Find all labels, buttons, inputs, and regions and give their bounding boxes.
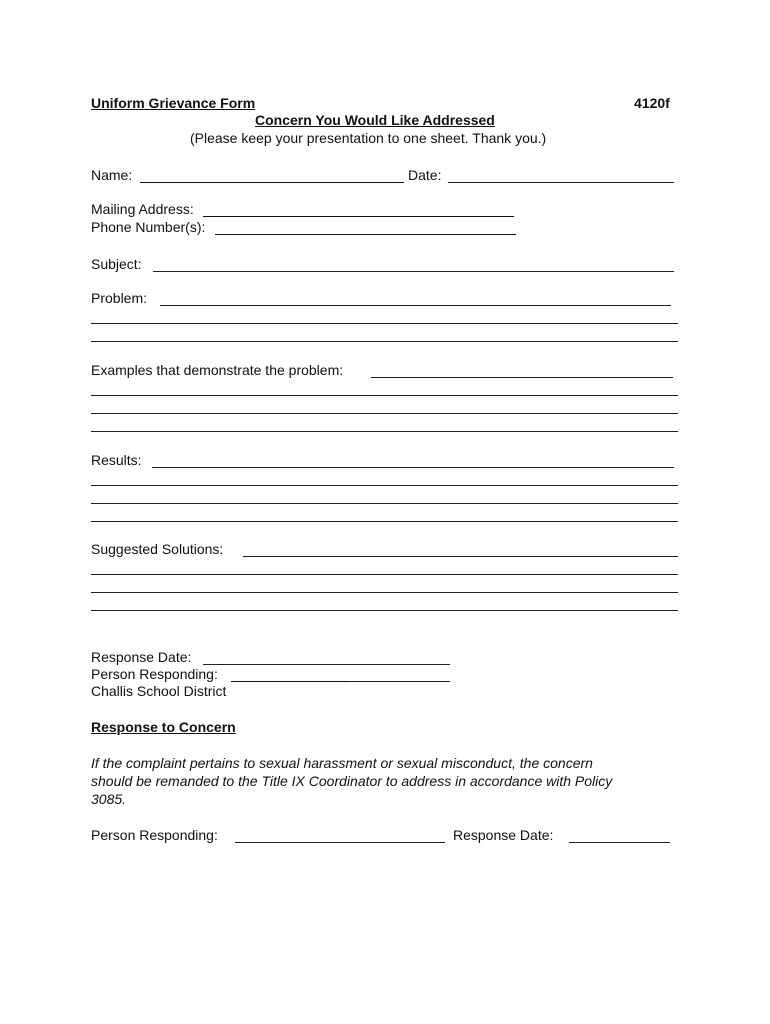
suggested-solutions-field-line-3[interactable] [91, 592, 678, 593]
suggested-solutions-field-line-4[interactable] [91, 610, 678, 611]
examples-label: Examples that demonstrate the problem: [91, 362, 344, 378]
form-instruction: (Please keep your presentation to one sheet. Thank you.) [190, 130, 547, 146]
results-field-line-2[interactable] [91, 485, 678, 486]
subject-field[interactable] [153, 271, 674, 272]
response-date-label: Response Date: [91, 649, 192, 665]
problem-label: Problem: [91, 290, 148, 306]
title-ix-note-line-2: should be remanded to the Title IX Coordinator to address in accordance with Policy [91, 773, 613, 789]
suggested-solutions-field-line-2[interactable] [91, 574, 678, 575]
final-response-date-label: Response Date: [453, 827, 554, 843]
problem-field-line-3[interactable] [91, 341, 678, 342]
name-field[interactable] [140, 182, 404, 183]
response-to-concern-heading: Response to Concern [91, 719, 236, 735]
suggested-solutions-field-line-1[interactable] [243, 556, 678, 557]
examples-field-line-1[interactable] [371, 377, 673, 378]
person-responding-field-part-2[interactable] [349, 681, 450, 682]
phone-label: Phone Number(s): [91, 219, 206, 235]
final-person-responding-field[interactable] [235, 842, 445, 843]
form-subtitle: Concern You Would Like Addressed [255, 112, 495, 128]
examples-field-line-2[interactable] [91, 395, 678, 396]
person-responding-field-part-1[interactable] [231, 681, 349, 682]
results-field-line-4[interactable] [91, 521, 678, 522]
final-response-date-field[interactable] [569, 842, 670, 843]
district-name: Challis School District [91, 683, 227, 699]
suggested-solutions-label: Suggested Solutions: [91, 541, 224, 557]
person-responding-label: Person Responding: [91, 666, 218, 682]
results-field-line-3[interactable] [91, 503, 678, 504]
title-ix-note-line-1: If the complaint pertains to sexual harassment or sexual misconduct, the concern [91, 755, 593, 771]
results-field-line-1[interactable] [152, 467, 674, 468]
problem-field-line-2[interactable] [91, 323, 678, 324]
results-label: Results: [91, 452, 142, 468]
subject-label: Subject: [91, 256, 142, 272]
date-field[interactable] [448, 182, 674, 183]
date-label: Date: [408, 167, 442, 183]
mailing-address-label: Mailing Address: [91, 201, 194, 217]
examples-field-line-4[interactable] [91, 431, 678, 432]
name-label: Name: [91, 167, 133, 183]
form-title: Uniform Grievance Form [91, 95, 256, 111]
form-code: 4120f [634, 95, 670, 111]
mailing-address-field[interactable] [203, 216, 514, 217]
final-person-responding-label: Person Responding: [91, 827, 218, 843]
examples-field-line-3[interactable] [91, 413, 678, 414]
title-ix-note-line-3: 3085. [91, 791, 127, 807]
problem-field-line-1[interactable] [160, 305, 671, 306]
phone-field[interactable] [215, 234, 516, 235]
response-date-field[interactable] [203, 664, 450, 665]
